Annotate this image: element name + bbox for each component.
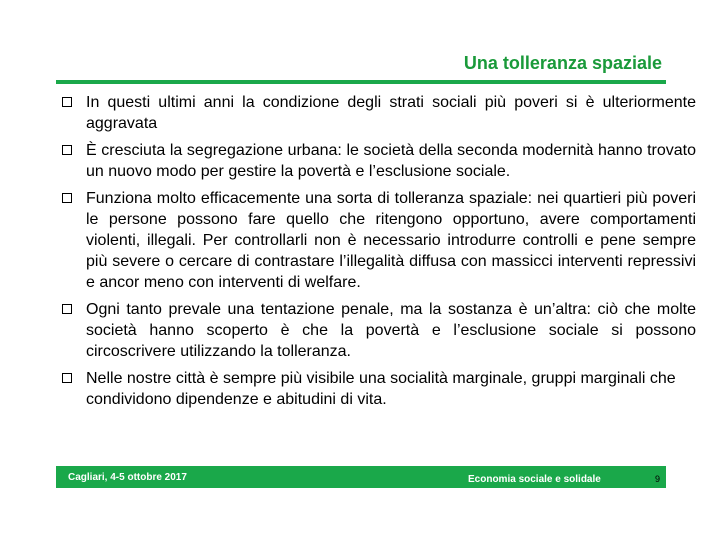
bullet-item — [62, 188, 696, 293]
bullet-text: Funziona molto efficacemente una sorta di tolleranza spaziale: nei quartieri più poveri le persone possono fare quello che ritengono opportuno, avere comportamenti violenti, illegali. Per controllarli non è necessario introdurre controlli e pene sempre più severe o cercare di contrastare l’illegalità diffusa con massicci interventi repressivi e ancor meno con interventi di welfare. — [86, 190, 696, 291]
bullet-item — [62, 299, 696, 362]
page-number: 9 — [655, 474, 661, 484]
title-divider — [56, 80, 666, 84]
bullet-text: Ogni tanto prevale una tentazione penale, ma la sostanza è un’altra: ciò che molte società hanno scoperto è che la povertà e l’esclusione sociale si possono circoscrivere utilizzando la tolleranza. — [86, 301, 696, 360]
bullet-item — [62, 92, 696, 134]
square-bullet-icon — [62, 145, 72, 155]
footer-event-date: Cagliari, 4-5 ottobre 2017 — [68, 472, 187, 483]
bullet-list — [62, 92, 696, 416]
bullet-text: Nelle nostre città è sempre più visibile una socialità marginale, gruppi marginali che condividono dipendenze e abitudini di vita. — [86, 370, 676, 408]
square-bullet-icon — [62, 304, 72, 314]
bullet-item — [62, 140, 696, 182]
square-bullet-icon — [62, 193, 72, 203]
bullet-text: È cresciuta la segregazione urbana: le società della seconda modernità hanno trovato un nuovo modo per gestire la povertà e l’esclusione sociale. — [86, 142, 696, 180]
square-bullet-icon — [62, 97, 72, 107]
footer-course-title: Economia sociale e solidale — [468, 474, 601, 485]
slide-title: Una tolleranza spaziale — [463, 53, 662, 73]
square-bullet-icon — [62, 373, 72, 383]
bullet-item — [62, 368, 696, 410]
bullet-text: In questi ultimi anni la condizione degli strati sociali più poveri si è ulteriormente aggravata — [86, 94, 696, 132]
